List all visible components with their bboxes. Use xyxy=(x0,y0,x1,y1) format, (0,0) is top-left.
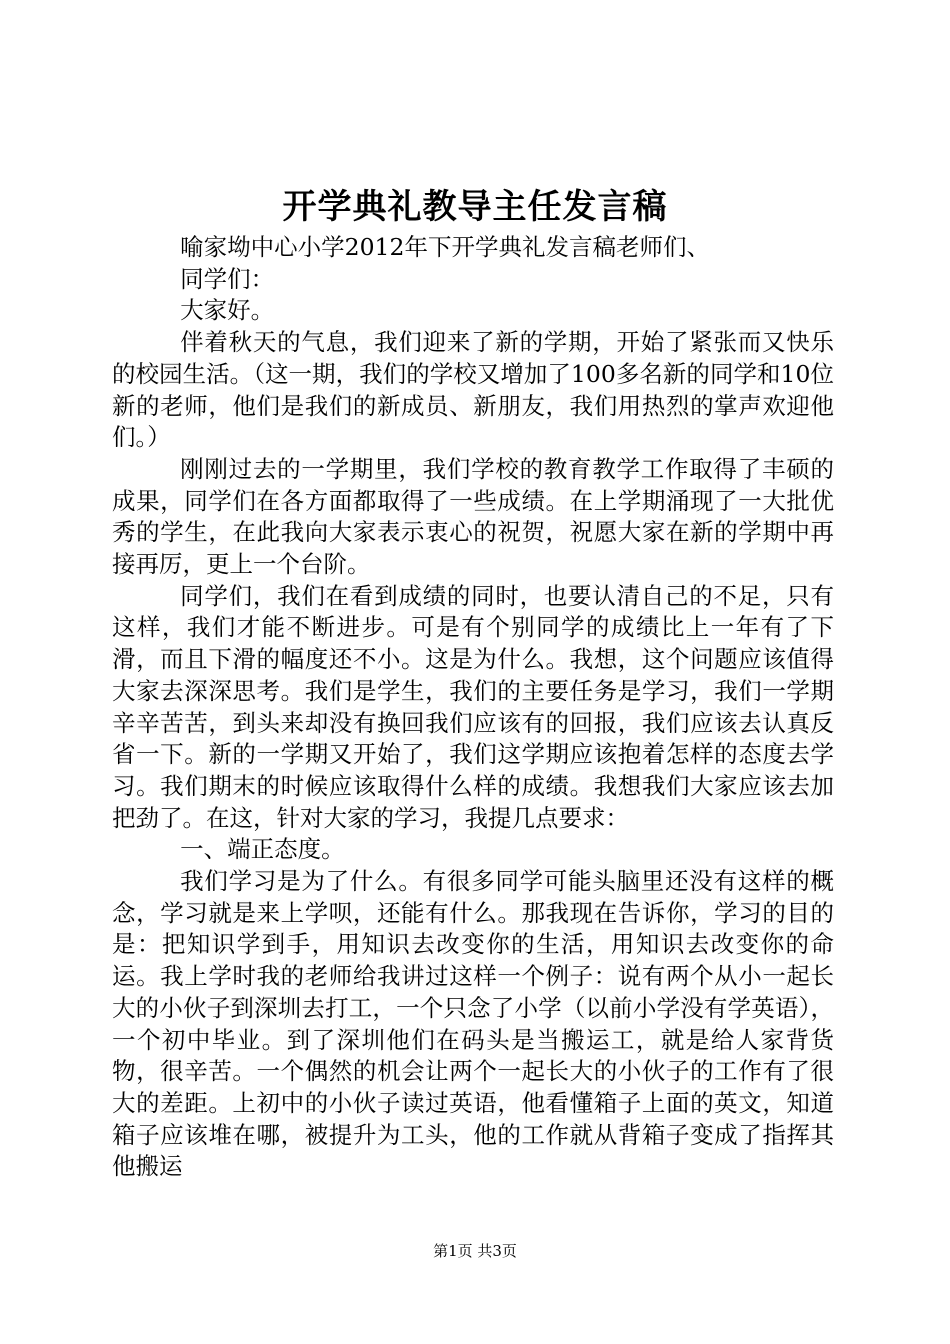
paragraph-autumn: 伴着秋天的气息，我们迎来了新的学期，开始了紧张而又快乐的校园生活。（这一期，我们的学校又增加了100多名新的同学和10位新的老师，他们是我们的新成员、新朋友，我们用热烈的掌声欢迎他们。） xyxy=(112,328,834,452)
paragraph-shortcomings: 同学们，我们在看到成绩的同时，也要认清自己的不足，只有这样，我们才能不断进步。可是有个别同学的成绩比上一年有了下滑，而且下滑的幅度还不小。这是为什么。我想，这个问题应该值得大家去深深思考。我们是学生，我们的主要任务是学习，我们一学期辛辛苦苦，到头来却没有换回我们应该有的回报，我们应该去认真反省一下。新的一学期又开始了，我们这学期应该抱着怎样的态度去学习。我们期末的时候应该取得什么样的成绩。我想我们大家应该去加把劲了。在这，针对大家的学习，我提几点要求： xyxy=(112,581,834,832)
paragraph-purpose-of-learning: 我们学习是为了什么。有很多同学可能头脑里还没有这样的概念，学习就是来上学呗，还能有什么。那我现在告诉你，学习的目的是：把知识学到手，用知识去改变你的生活，用知识去改变你的命运。我上学时我的老师给我讲过这样一个例子：说有两个从小一起长大的小伙子到深圳去打工，一个只念了小学（以前小学没有学英语），一个初中毕业。到了深圳他们在码头是当搬运工，就是给人家背货物，很辛苦。一个偶然的机会让两个一起长大的小伙子的工作有了很大的差距。上初中的小伙子读过英语，他看懂箱子上面的英文，知道箱子应该堆在哪，被提升为工头，他的工作就从背箱子变成了指挥其他搬运 xyxy=(112,867,834,1181)
paragraph-heading-attitude: 一、端正态度。 xyxy=(180,835,345,864)
document-title: 开学典礼教导主任发言稿 xyxy=(282,187,668,227)
paragraph-greeting: 大家好。 xyxy=(180,296,275,325)
paragraph-salutation: 喻家坳中心小学2012年下开学典礼发言稿老师们、 xyxy=(180,233,710,261)
paragraph-last-term: 刚刚过去的一学期里，我们学校的教育教学工作取得了丰硕的成果，同学们在各方面都取得了一些成绩。在上学期涌现了一大批优秀的学生，在此我向大家表示衷心的祝贺，祝愿大家在新的学期中再接再厉，更上一个台阶。 xyxy=(112,454,834,579)
document-body xyxy=(112,232,834,1183)
paragraph-students: 同学们： xyxy=(180,264,275,293)
page-footer: 第1页 共3页 xyxy=(433,1242,517,1260)
